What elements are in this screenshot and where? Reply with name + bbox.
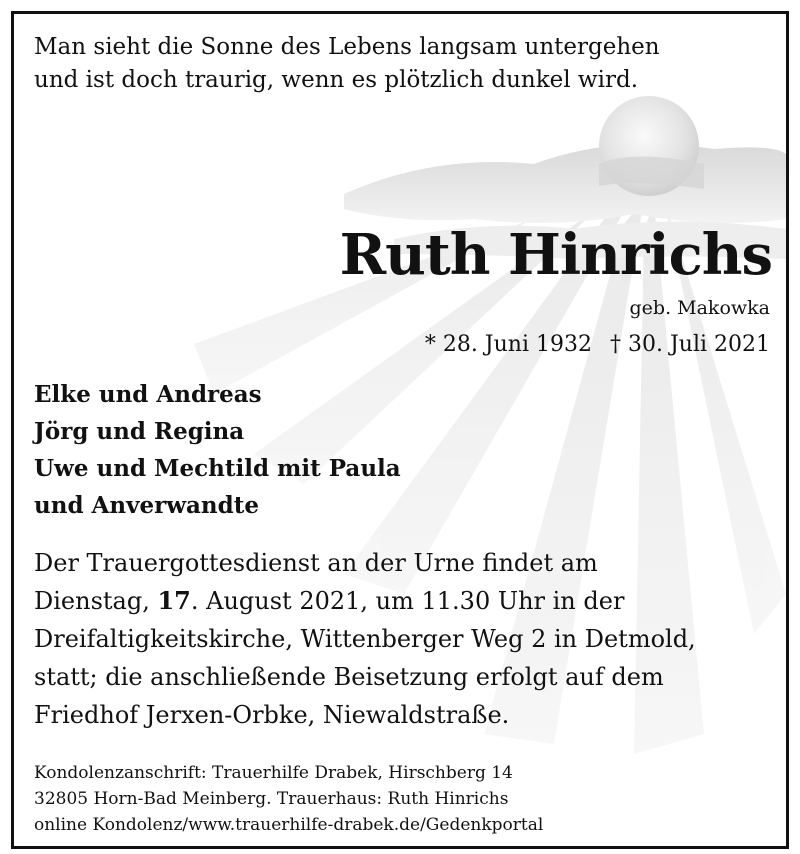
service-weekday: Dienstag, bbox=[34, 587, 158, 615]
motto-line: Man sieht die Sonne des Lebens langsam untergehen bbox=[34, 34, 660, 60]
maiden-name: geb. Makowka bbox=[629, 297, 770, 319]
birth-date: * 28. Juni 1932 bbox=[424, 332, 592, 357]
contact-line: Kondolenzanschrift: Trauerhilfe Drabek, Hirschberg 14 bbox=[34, 763, 513, 783]
mourners-list bbox=[34, 376, 401, 524]
motto-quote bbox=[34, 31, 660, 97]
mourner-line: Elke und Andreas bbox=[34, 381, 262, 408]
service-line: statt; die anschließende Beisetzung erfolgt auf dem bbox=[34, 663, 664, 691]
death-date: † 30. Juli 2021 bbox=[609, 332, 770, 357]
mourner-line: und Anverwandte bbox=[34, 492, 259, 519]
contact-line: 32805 Horn-Bad Meinberg. Trauerhaus: Ruth Hinrichs bbox=[34, 789, 509, 809]
deceased-name: Ruth Hinrichs bbox=[339, 222, 772, 288]
life-dates bbox=[425, 332, 770, 357]
service-line: Friedhof Jerxen-Orbke, Niewaldstraße. bbox=[34, 701, 510, 729]
motto-line: und ist doch traurig, wenn es plötzlich dunkel wird. bbox=[34, 67, 639, 93]
service-date-time: . August 2021, um 11.30 Uhr in der bbox=[190, 587, 625, 615]
mourner-line: Jörg und Regina bbox=[34, 418, 245, 445]
obituary-notice bbox=[11, 11, 789, 849]
service-line bbox=[34, 582, 696, 620]
mourner-line: Uwe und Mechtild mit Paula bbox=[34, 455, 401, 482]
service-line: Dreifaltigkeitskirche, Wittenberger Weg 2 in Detmold, bbox=[34, 625, 696, 653]
service-line: Der Trauergottesdienst an der Urne findet am bbox=[34, 549, 598, 577]
service-day: 17 bbox=[157, 586, 191, 615]
funeral-service-info bbox=[34, 544, 696, 734]
condolence-contact bbox=[34, 760, 543, 838]
contact-line: online Kondolenz/www.trauerhilfe-drabek.de/Gedenkportal bbox=[34, 815, 544, 835]
